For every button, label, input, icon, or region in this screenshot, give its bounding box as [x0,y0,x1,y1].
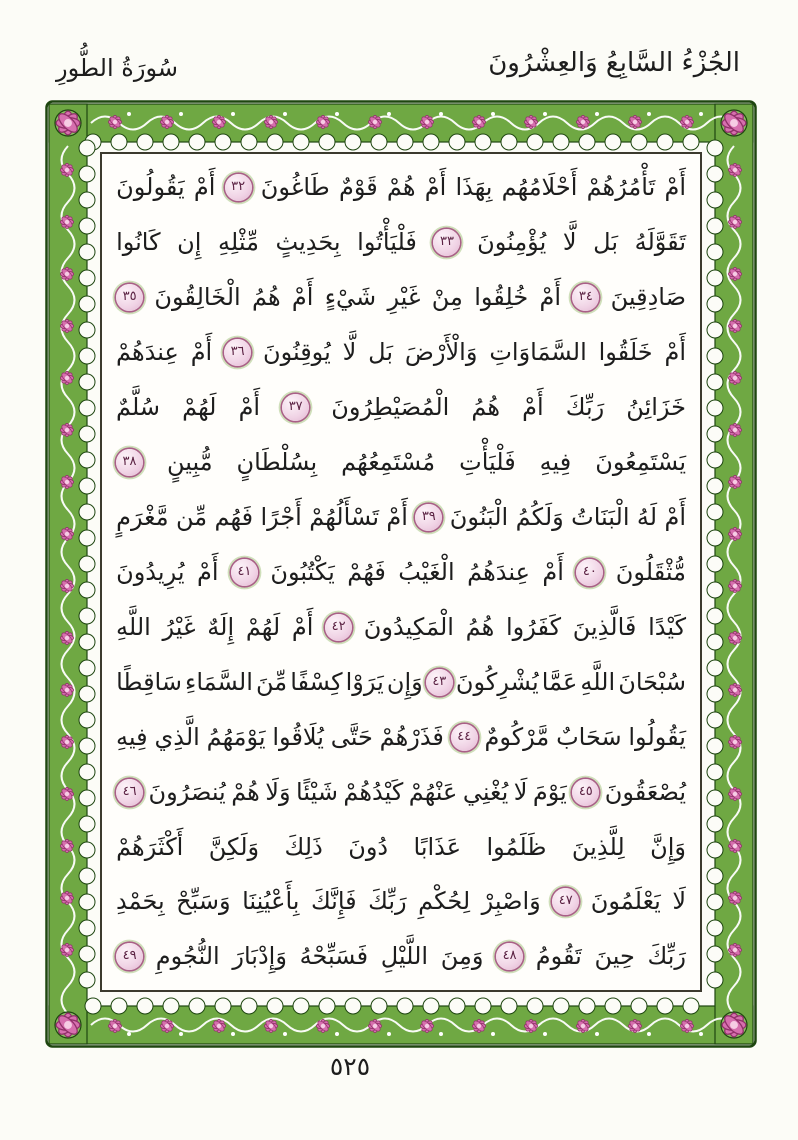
quran-word: الْخَالِقُونَ [154,283,241,312]
quran-word: لَّا [562,228,577,257]
quran-word: أَمْ [522,393,544,422]
flower-icon [60,735,74,749]
quran-word: فَسَبِّحْهُ [299,942,369,971]
quran-word: مَّرْكُومٌ [484,722,550,751]
quran-word: تَأْمُرُهُمْ [586,173,656,202]
quran-line [116,669,686,696]
quran-word: أَمْ [386,503,408,532]
quran-word: الْمَكِيدُونَ [363,613,454,642]
flower-icon [728,371,742,385]
quran-word: يَعْلَمُونَ [590,887,661,916]
quran-line [116,943,686,970]
quran-word: يُصْعَقُونَ [604,777,686,806]
quran-word: يُلَاقُوا [272,722,324,751]
quran-word: خَلَقُوا [598,338,653,367]
quran-word: لَا [672,887,686,916]
quran-word: هُمْ [231,777,260,806]
flower-icon [60,267,74,281]
page-number: ٥٢٥ [329,1052,371,1081]
flower-icon [212,115,226,129]
quran-word: فَهُمْ [347,558,386,587]
quran-word: سَاقِطًا [116,668,182,696]
quran-word: وَإِدْبَارَ [232,942,287,971]
quran-word: ذَلِكَ [284,832,323,861]
quran-word: يُشْرِكُونَ [455,668,539,696]
quran-word: مِّنَ [256,668,288,696]
quran-word: إِن [177,228,202,257]
quran-word: الَّذِي [154,722,200,751]
flower-icon [108,115,122,129]
quran-word: أَمْ [542,558,564,587]
quran-word: أَمْ [424,173,447,202]
quran-line [116,559,686,586]
quran-word: عِندَهُمْ [116,338,179,367]
flower-icon [60,423,74,437]
flower-icon [728,631,742,645]
flower-icon [628,115,642,129]
quran-line [116,284,686,311]
quran-word: شَيْءٍ [324,283,377,312]
flower-icon [576,115,590,129]
quran-word: دُونَ [348,832,389,861]
flower-icon [628,1019,642,1033]
ayah-end-marker: ٤٥ [572,779,599,806]
quran-word: فِيهِ [539,448,572,477]
quran-word: أَمْ [664,173,686,202]
quran-word: إِلَهٌ [207,613,235,642]
ayah-end-marker: ٣٢ [225,174,252,201]
quran-word: فَلْيَأْتِ [459,448,516,477]
flower-icon [728,527,742,541]
flower-icon [728,267,742,281]
flower-icon [60,943,74,957]
flower-icon [60,527,74,541]
quran-word: النُّجُومِ [155,942,220,971]
flower-icon [212,1019,226,1033]
quran-word: الْبَنُونَ [449,503,509,532]
flower-icon [60,891,74,905]
flower-icon [722,1013,746,1037]
ayah-end-marker: ٤٤ [451,724,478,751]
ayah-end-marker: ٣٦ [224,339,251,366]
flower-icon [264,1019,278,1033]
flower-icon [728,319,742,333]
quran-word: وَإِن [386,668,423,696]
ayah-end-marker: ٤٦ [116,779,143,806]
flower-icon [108,1019,122,1033]
quran-word: فَالَّذِينَ [572,613,637,642]
quran-word: يُغْنِي [462,777,509,806]
quran-word: أَمْ [190,338,213,367]
quran-word: يَرَوْا [345,668,384,696]
flower-icon [60,163,74,177]
quran-word: أَمْ [196,558,219,587]
flower-icon [524,115,538,129]
juz-header: الجُزْءُ السَّابِعُ وَالعِشْرُونَ [488,48,740,78]
flower-icon [728,839,742,853]
quran-word: هُمُ [465,613,495,642]
flower-icon [472,115,486,129]
ayah-end-marker: ٤١ [231,559,258,586]
quran-word: طَاغُونَ [260,173,330,202]
quran-word: رَبِّكَ [647,942,686,971]
quran-word: عِندَهُمُ [467,558,530,587]
flower-icon [728,215,742,229]
quran-word: قَوْمٌ [338,173,378,202]
quran-word: غَيْرِ [387,283,421,312]
quran-word: كَيْدًا [648,613,686,642]
flower-icon [680,1019,694,1033]
quran-word: أَكْثَرَهُمْ [116,832,184,861]
quran-word: مَّغْرَمٍ [116,503,169,532]
flower-icon [368,115,382,129]
quran-word: بِهَذَا [455,173,493,202]
quran-word: يُرِيدُونَ [116,558,185,587]
flower-icon [60,839,74,853]
flower-icon [728,943,742,957]
quran-word: يَسْتَمِعُونَ [595,448,686,477]
quran-word: يَقُولُونَ [116,173,185,202]
quran-word: اللَّيْلِ [380,942,429,971]
quran-word: أَجْرًا [260,503,302,532]
quran-word: حَتَّى [330,722,373,751]
quran-word: بِسُلْطَانٍ [236,448,318,477]
quran-word: لِحُكْمِ [418,887,471,916]
quran-word: الْبَنَاتُ [571,503,630,532]
flower-icon [264,115,278,129]
quran-word: تَقُومُ [535,942,582,971]
flower-icon [60,579,74,593]
flower-icon [316,115,330,129]
flower-icon [728,579,742,593]
quran-word: كَفَرُوا [505,613,562,642]
flower-icon [60,319,74,333]
quran-word: هُمُ [251,283,281,312]
flower-icon [56,111,80,135]
flower-icon [368,1019,382,1033]
ayah-end-marker: ٣٩ [415,504,442,531]
quran-word: يُنصَرُونَ [148,777,226,806]
quran-word: سُبْحَانَ [618,668,686,696]
flower-icon [576,1019,590,1033]
quran-word: وَالْأَرْضَ [404,338,478,367]
ayah-end-marker: ٤٣ [426,669,453,696]
quran-word: سَحَابٌ [556,722,622,751]
quran-word: السَّمَاءِ [185,668,253,696]
flower-icon [60,215,74,229]
flower-icon [728,683,742,697]
quran-word: تَقَوَّلَهُ [634,228,686,257]
flower-icon [60,683,74,697]
quran-word: أَمْ [238,393,261,422]
quran-word: مُسْتَمِعُهُم [341,448,436,477]
quran-word: لَهُ [636,503,658,532]
flower-icon [680,115,694,129]
quran-word: وَإِنَّ [650,832,686,861]
ayah-end-marker: ٣٨ [116,449,143,476]
quran-word: وَلَكِنَّ [208,832,260,861]
quran-word: بَل [368,338,394,367]
quran-word: شَيْئًا [296,777,338,806]
quran-word: فَلْيَأْتُوا [357,228,417,257]
ayah-end-marker: ٤٨ [496,943,523,970]
quran-line [116,888,686,915]
quran-word: فِيهِ [116,722,148,751]
quran-line [116,779,686,806]
quran-word: فَذَرْهُمْ [379,722,444,751]
quran-word: وَمِنَ [440,942,484,971]
ayah-end-marker: ٣٤ [572,284,599,311]
flower-icon [472,1019,486,1033]
quran-word: كِسْفًا [290,668,343,696]
quran-word: يَكْتُبُونَ [270,558,335,587]
quran-word: ظَلَمُوا [486,832,547,861]
quran-word: تَسْأَلُهُمْ [309,503,379,532]
quran-word: صَادِقِينَ [610,283,686,312]
quran-word: مُّثْقَلُونَ [615,558,686,587]
quran-word: رَبِّكَ [368,887,407,916]
ayah-end-marker: ٤٠ [576,559,603,586]
quran-word: أَمْ [291,283,314,312]
quran-line [116,614,686,641]
flower-icon [316,1019,330,1033]
quran-word: مِّن [176,503,208,532]
quran-word: السَّمَاوَاتِ [489,338,587,367]
quran-word: بِأَعْيُنِنَا [242,887,300,916]
quran-word: وَلَكُمُ [515,503,564,532]
quran-word: كَانُوا [116,228,161,257]
flower-icon [722,111,746,135]
flower-icon [60,631,74,645]
quran-word: كَيْدُهُمْ [343,777,404,806]
flower-icon [60,475,74,489]
ayah-end-marker: ٤٧ [552,888,579,915]
flower-icon [728,891,742,905]
quran-line [116,174,686,201]
quran-word: عَمَّا [541,668,578,696]
quran-word: لَهُمْ [182,393,217,422]
flower-icon [160,1019,174,1033]
quran-word: فَهُم [214,503,254,532]
quran-word: أَحْلَامُهُم [501,173,578,202]
quran-word: هُمُ [471,393,501,422]
flower-icon [728,163,742,177]
flower-icon [420,1019,434,1033]
quran-word: أَمْ [664,503,686,532]
quran-word: مِّثْلِهِ [218,228,259,257]
ayah-end-marker: ٣٧ [282,394,309,421]
flower-icon [420,115,434,129]
ayah-end-marker: ٣٣ [433,229,460,256]
quran-word: مُّبِينٍ [166,448,213,477]
quran-word: هُمْ [386,173,416,202]
flower-icon [728,735,742,749]
quran-word: أَمْ [193,173,216,202]
quran-line [116,504,686,531]
flower-icon [728,787,742,801]
quran-word: لَهُمْ [245,613,281,642]
surah-header: سُورَةُ الطُّورِ [56,54,178,82]
quran-word: وَلَا [265,777,291,806]
quran-word: أَمْ [539,283,562,312]
ayah-end-marker: ٤٩ [116,943,143,970]
quran-word: رَبِّكَ [565,393,605,422]
quran-word: خَزَائِنُ [626,393,686,422]
quran-word: وَسَبِّحْ [176,887,231,916]
flower-icon [728,423,742,437]
quran-word: لَا [513,777,528,806]
quran-line [116,834,686,860]
quran-word: فَإِنَّكَ [310,887,357,916]
quran-line [116,449,686,476]
quran-word: لِلَّذِينَ [571,832,625,861]
quran-word: بِحَدِيثٍ [275,228,341,257]
quran-word: أَمْ [291,613,314,642]
flower-icon [728,475,742,489]
quran-word: بَل [593,228,618,257]
flower-icon [524,1019,538,1033]
quran-line [116,339,686,366]
flower-icon [60,787,74,801]
quran-word: اللَّهِ [580,668,616,696]
flower-icon [56,1013,80,1037]
quran-word: الْمُصَيْطِرُونَ [331,393,450,422]
ayah-end-marker: ٣٥ [116,284,143,311]
quran-word: الْغَيْبُ [398,558,455,587]
quran-line [116,229,686,256]
quran-word: لَّا [342,338,357,367]
quran-word: يَوْمَهُمُ [206,722,266,751]
flower-icon [160,115,174,129]
quran-line [116,724,686,751]
quran-word: مِنْ [431,283,463,312]
quran-line [116,394,686,421]
quran-word: حِينَ [594,942,635,971]
quran-word: عَنْهُمْ [408,777,458,806]
quran-word: وَاصْبِرْ [481,887,541,916]
quran-word: أَمْ [664,338,686,367]
quran-word: يَوْمَ [532,777,567,806]
quran-word: سُلَّمٌ [116,393,161,422]
quran-word: اللَّهِ [116,613,151,642]
ayah-end-marker: ٤٢ [325,614,352,641]
quran-word: غَيْرُ [162,613,196,642]
quran-word: خُلِقُوا [474,283,529,312]
quran-word: بِحَمْدِ [116,887,165,916]
quran-word: عَذَابًا [413,832,462,861]
quran-word: يُؤْمِنُونَ [477,228,547,257]
quran-text-area [100,152,702,992]
flower-icon [60,371,74,385]
quran-word: يُوقِنُونَ [262,338,331,367]
quran-word: يَقُولُوا [628,722,686,751]
